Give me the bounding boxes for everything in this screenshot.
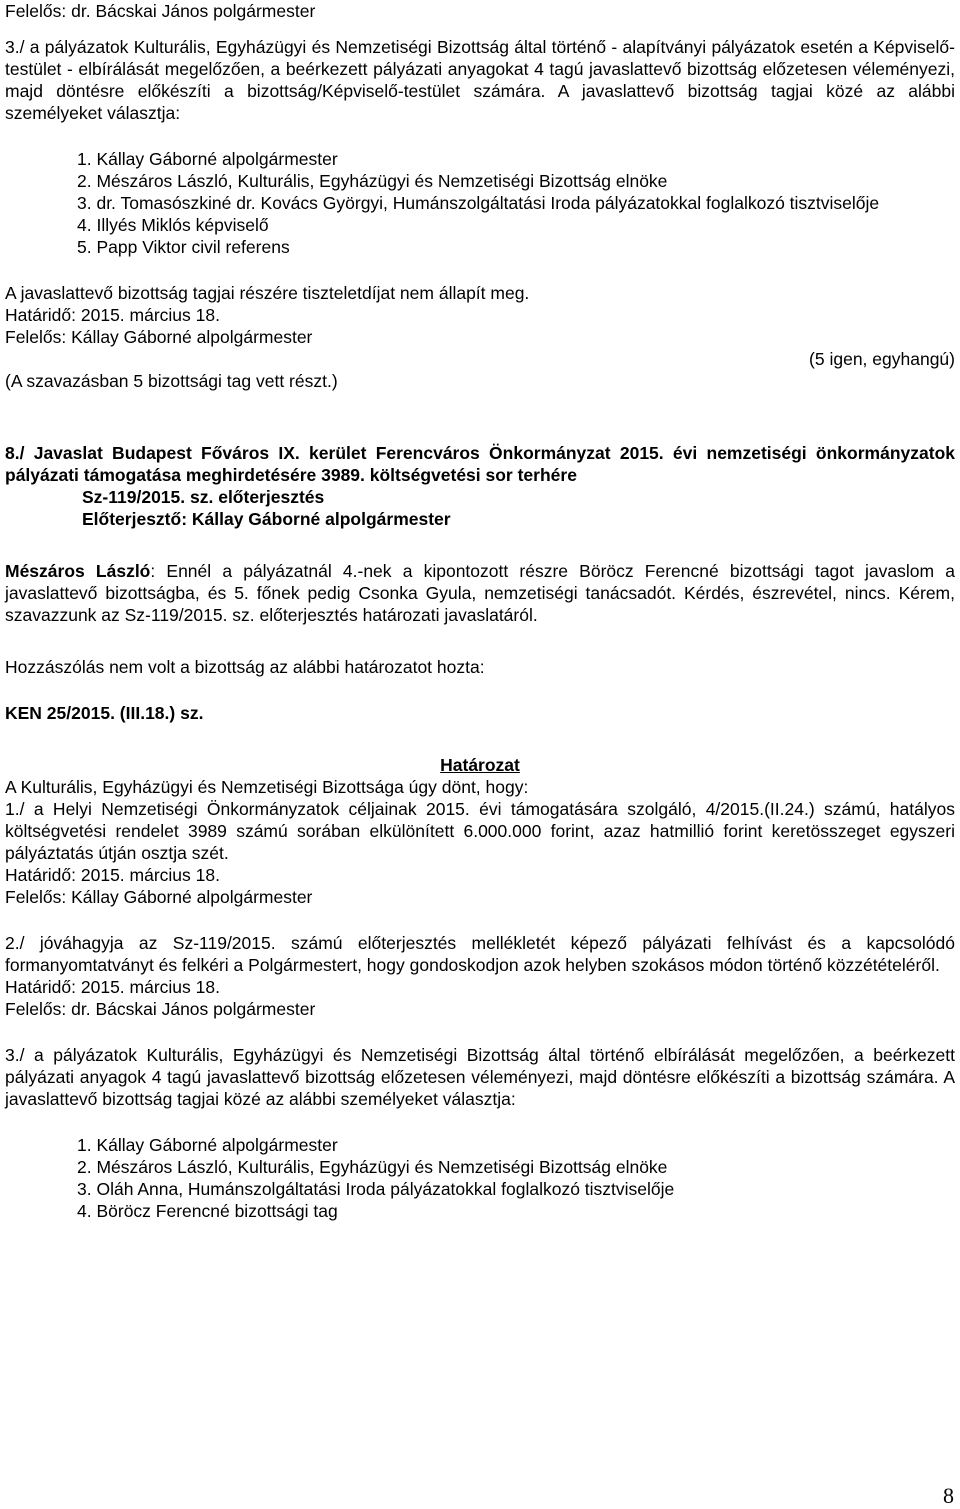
resolution-number: KEN 25/2015. (III.18.) sz. — [5, 703, 204, 723]
responsible-line: Felelős: Kállay Gáborné alpolgármester — [5, 887, 313, 907]
list-item: 1. Kállay Gáborné alpolgármester — [77, 149, 338, 169]
list-item: 2. Mészáros László, Kulturális, Egyházügyi és Nemzetiségi Bizottság elnöke — [77, 171, 668, 191]
proposal-reference: Sz-119/2015. sz. előterjesztés — [82, 487, 325, 507]
list-item: 4. Illyés Miklós képviselő — [77, 215, 269, 235]
resolution-point-1: 1./ a Helyi Nemzetiségi Önkormányzatok céljainak 2015. évi támogatására szolgáló, 4/2015.(II.24.) számú, hatályos költségvetési rendelet 3989 számú sorában elkülönített 6.000.000 forint, azaz hatmillió forint keretösszeget egyszeri pályáztatás útján osztja szét. — [5, 799, 955, 863]
list-item: 3. dr. Tomasószkiné dr. Kovács Györgyi, Humánszolgáltatási Iroda pályázatokkal foglalkozó tisztviselője — [77, 193, 880, 213]
discussion-paragraph — [5, 560, 955, 626]
fee-statement: A javaslattevő bizottság tagjai részére tiszteletdíjat nem állapít meg. — [5, 283, 530, 303]
resolution-intro: A Kulturális, Egyházügyi és Nemzetiségi Bizottsága úgy dönt, hogy: — [5, 777, 529, 797]
list-item: 4. Böröcz Ferencné bizottsági tag — [77, 1201, 338, 1221]
deadline: Határidő: 2015. március 18. — [5, 865, 220, 885]
deadline: Határidő: 2015. március 18. — [5, 977, 220, 997]
list-item: 5. Papp Viktor civil referens — [77, 237, 290, 257]
proposer: Előterjesztő: Kállay Gáborné alpolgármester — [82, 509, 451, 529]
list-item: 3. Oláh Anna, Humánszolgáltatási Iroda pályázatokkal foglalkozó tisztviselője — [77, 1179, 675, 1199]
document-page — [5, 0, 955, 1222]
page-number: 8 — [943, 1483, 954, 1508]
list-item: 2. Mészáros László, Kulturális, Egyházügyi és Nemzetiségi Bizottság elnöke — [77, 1157, 668, 1177]
vote-result: (5 igen, egyhangú) — [809, 349, 955, 369]
responsible-line: Felelős: dr. Bácskai János polgármester — [5, 999, 316, 1019]
vote-note: (A szavazásban 5 bizottsági tag vett részt.) — [5, 371, 338, 391]
vote-block — [5, 348, 955, 392]
speaker-text: : Ennél a pályázatnál 4.-nek a kipontozott részre Böröcz Ferencné bizottsági tagot javaslom a javaslattevő bizottságba, és 5. főnek pedig Csonka Gyula, nemzetiségi tanácsadót. Kérdés, észrevétel, nincs. Kérem, szavazzunk az Sz-119/2015. sz. előterjesztés határozati javaslatáról. — [5, 561, 955, 625]
resolution-title: Határozat — [440, 755, 520, 775]
agenda-item-title: 8./ Javaslat Budapest Főváros IX. kerület Ferencváros Önkormányzat 2015. évi nemzetiségi önkormányzatok pályázati támogatása meghirdetésére 3989. költségvetési sor terhére — [5, 443, 955, 485]
speaker-name: Mészáros László — [5, 561, 151, 581]
resolution-point-3: 3./ a pályázatok Kulturális, Egyházügyi és Nemzetiségi Bizottság által történő elbírálását megelőzően, a beérkezett pályázati anyagok 4 tagú javaslattevő bizottság előzetesen véleményezi, majd döntésre előkészíti a bizottság számára. A javaslattevő bizottság tagjai közé az alábbi személyeket választja: — [5, 1045, 955, 1109]
member-list — [5, 148, 955, 258]
resolution-point-2: 2./ jóváhagyja az Sz-119/2015. számú előterjesztés mellékletét képező pályázati felhívást és a kapcsolódó formanyomtatványt és felkéri a Polgármestert, hogy gondoskodjon azok helyben szokásos módon történő közzétételéről. — [5, 933, 955, 975]
responsible-line: Felelős: dr. Bácskai János polgármester — [5, 1, 316, 21]
no-comment-line: Hozzászólás nem volt a bizottság az alábbi határozatot hozta: — [5, 657, 485, 677]
list-item: 1. Kállay Gáborné alpolgármester — [77, 1135, 338, 1155]
responsible-line: Felelős: Kállay Gáborné alpolgármester — [5, 327, 313, 347]
paragraph-3: 3./ a pályázatok Kulturális, Egyházügyi és Nemzetiségi Bizottság által történő - alapítványi pályázatok esetén a Képviselő-testület - elbírálását megelőzően, a beérkezett pályázati anyagokat 4 tagú javaslattevő bizottság előzetesen véleményezi, majd döntésre előkészíti a bizottság/Képviselő-testület számára. A javaslattevő bizottság tagjai közé az alábbi személyeket választja: — [5, 37, 955, 123]
member-list — [5, 1134, 955, 1222]
deadline: Határidő: 2015. március 18. — [5, 305, 220, 325]
